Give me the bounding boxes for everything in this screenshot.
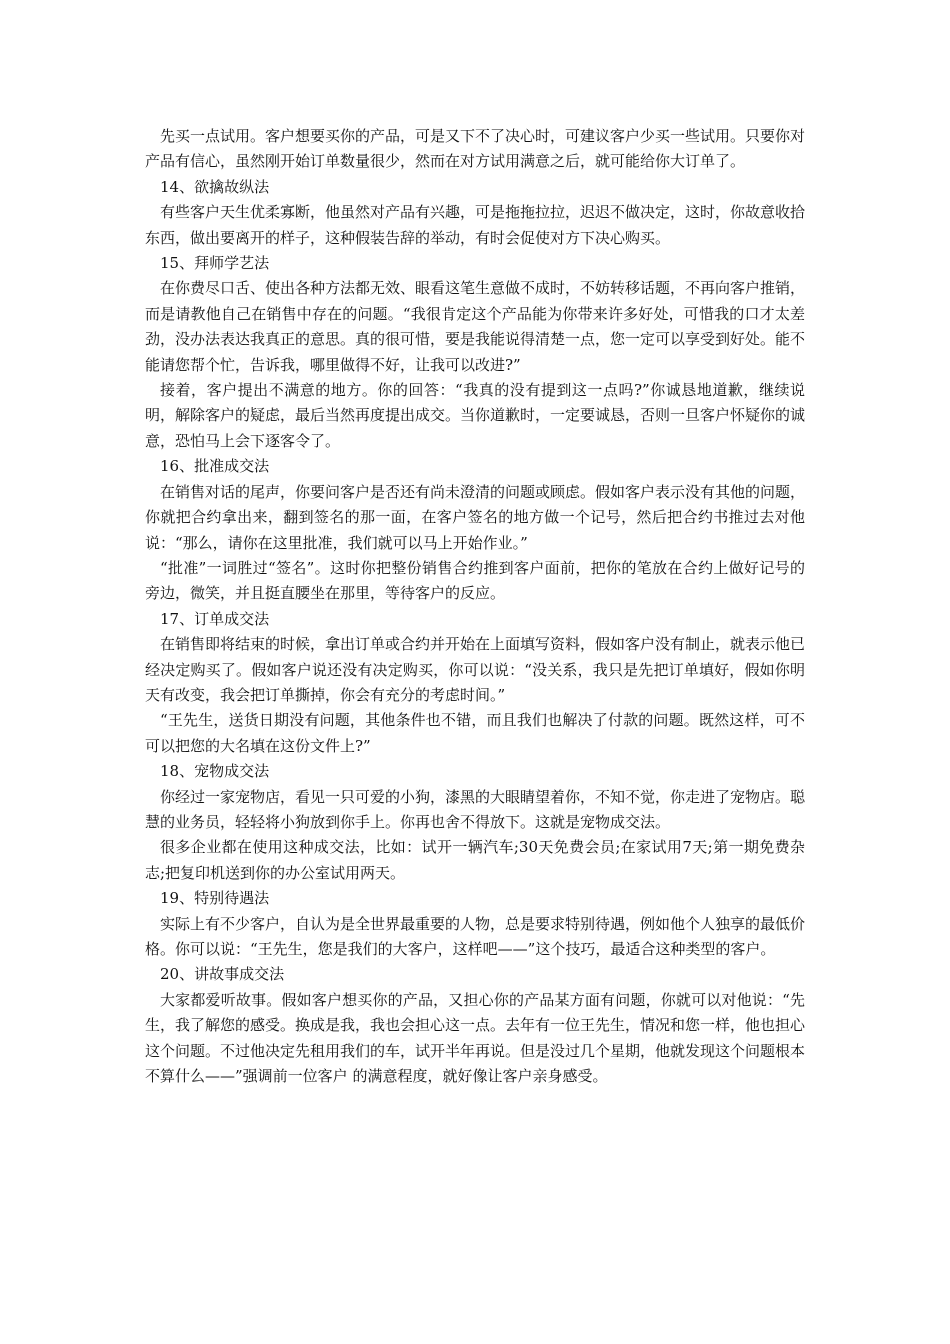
document-body <box>145 124 805 1089</box>
paragraph-18-b: 很多企业都在使用这种成交法，比如：试开一辆汽车;30天免费会员;在家试用7天;第一期免费杂志;把复印机送到你的办公室试用两天。 <box>145 838 805 882</box>
section-heading-17: 17、订单成交法 <box>160 609 270 628</box>
paragraph-19: 实际上有不少客户，自认为是全世界最重要的人物，总是要求特别待遇，例如他个人独享的最低价格。你可以说：“王先生，您是我们的大客户，这样吧——”这个技巧，最适合这种类型的客户。 <box>145 914 806 958</box>
paragraph-17-a: 在销售即将结束的时候，拿出订单或合约并开始在上面填写资料，假如客户没有制止，就表示他已经决定购买了。假如客户说还没有决定购买，你可以说：“没关系，我只是先把订单填好，假如你明天有改变，我会把订单撕掉，你会有充分的考虑时间。” <box>145 635 806 704</box>
paragraph-17-b: “王先生，送货日期没有问题，其他条件也不错，而且我们也解决了付款的问题。既然这样，可不可以把您的大名填在这份文件上?” <box>145 711 805 755</box>
section-heading-18: 18、宠物成交法 <box>160 762 270 781</box>
paragraph-trial-purchase: 先买一点试用。客户想要买你的产品，可是又下不了决心时，可建议客户少买一些试用。只要你对产品有信心，虽然刚开始订单数量很少，然而在对方试用满意之后，就可能给你大订单了。 <box>145 127 806 171</box>
paragraph-18-a: 你经过一家宠物店，看见一只可爱的小狗，漆黑的大眼睛望着你，不知不觉，你走进了宠物店。聪慧的业务员，轻轻将小狗放到你手上。你再也舍不得放下。这就是宠物成交法。 <box>145 787 806 831</box>
paragraph-20: 大家都爱听故事。假如客户想买你的产品，又担心你的产品某方面有问题，你就可以对他说：“先生，我了解您的感受。换成是我，我也会担心这一点。去年有一位王先生，情况和您一样，他也担心这个问题。不过他决定先租用我们的车，试开半年再说。但是没过几个星期，他就发现这个问题根本不算什么——”强调前一位客户 的满意程度，就好像让客户亲身感受。 <box>145 990 806 1086</box>
section-heading-20: 20、讲故事成交法 <box>160 965 285 984</box>
section-heading-14: 14、欲擒故纵法 <box>160 177 270 196</box>
paragraph-16-a: 在销售对话的尾声，你要问客户是否还有尚未澄清的问题或顾虑。假如客户表示没有其他的问题，你就把合约拿出来，翻到签名的那一面，在客户签名的地方做一个记号，然后把合约书推过去对他说：“那么，请你在这里批准，我们就可以马上开始作业。” <box>145 482 806 552</box>
section-heading-15: 15、拜师学艺法 <box>160 254 270 273</box>
paragraph-16-b: “批准”一词胜过“签名”。这时你把整份销售合约推到客户面前，把你的笔放在合约上做好记号的旁边，微笑，并且挺直腰坐在那里，等待客户的反应。 <box>145 558 805 603</box>
section-heading-16: 16、批准成交法 <box>160 457 270 476</box>
paragraph-15-b: 接着，客户提出不满意的地方。你的回答：“我真的没有提到这一点吗?”你诚恳地道歉，继续说明，解除客户的疑虑，最后当然再度提出成交。当你道歉时，一定要诚恳，否则一旦客户怀疑你的诚意，恐怕马上会下逐客令了。 <box>145 381 806 450</box>
paragraph-14: 有些客户天生优柔寡断，他虽然对产品有兴趣，可是拖拖拉拉，迟迟不做决定，这时，你故意收拾东西，做出要离开的样子，这种假装告辞的举动，有时会促使对方下决心购买。 <box>145 203 806 247</box>
section-heading-19: 19、特别待遇法 <box>160 889 270 908</box>
paragraph-15-a: 在你费尽口舌、使出各种方法都无效、眼看这笔生意做不成时，不妨转移话题，不再向客户推销，而是请教他自己在销售中存在的问题。“我很肯定这个产品能为你带来许多好处，可惜我的口才太差劲，没办法表达我真正的意思。真的很可惜，要是我能说得清楚一点，您一定可以享受到好处。能不能请您帮个忙，告诉我，哪里做得不好，让我可以改进?” <box>145 279 806 374</box>
